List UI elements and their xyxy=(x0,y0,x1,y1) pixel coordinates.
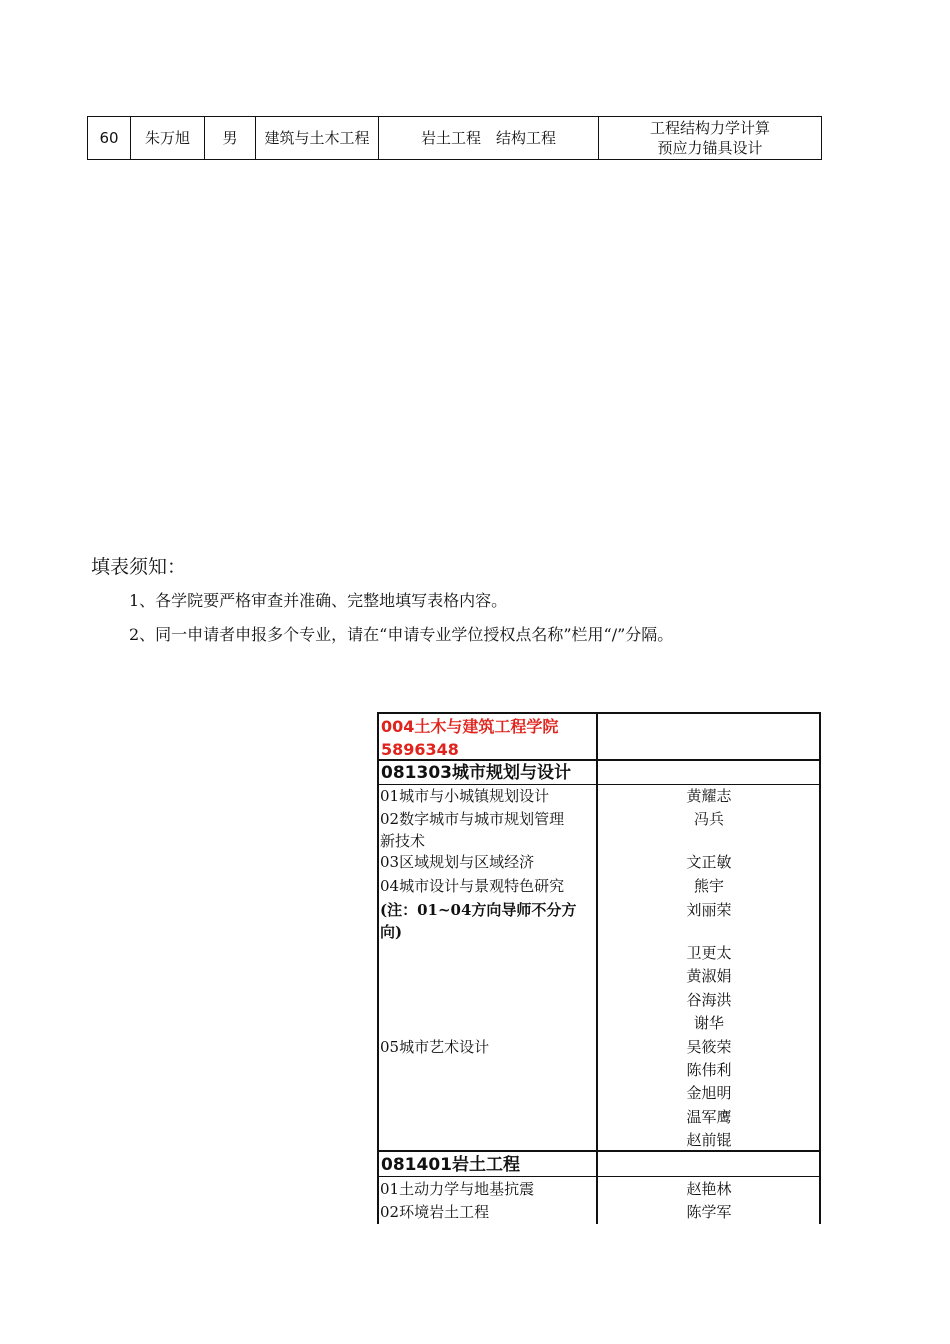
direction-item: 新技术 xyxy=(380,832,426,850)
major-title: 081401岩土工程 xyxy=(381,1155,520,1175)
tutor-name: 陈伟利 xyxy=(686,1061,732,1079)
tutor-name: 冯兵 xyxy=(693,810,724,828)
direction-note: (注：01~04方向导师不分方 xyxy=(380,901,577,919)
tutor-name: 温军鹰 xyxy=(686,1108,732,1126)
research-line: 预应力锚具设计 xyxy=(657,139,763,157)
discipline-cell: 岩土工程 结构工程 xyxy=(379,117,599,160)
direction-item: 02环境岩土工程 xyxy=(380,1203,490,1221)
tutor-name: 刘丽荣 xyxy=(686,901,732,919)
direction-note: 向) xyxy=(380,923,403,941)
tutor-name: 文正敏 xyxy=(686,853,732,871)
tutor-name: 陈学军 xyxy=(686,1203,732,1221)
direction-item: 03区域规划与区域经济 xyxy=(380,853,535,871)
tutor-name: 吴筱荣 xyxy=(686,1038,732,1056)
note-item: 2、同一申请者申报多个专业，请在“申请专业学位授权点名称”栏用“/”分隔。 xyxy=(129,625,674,644)
tutor-name: 熊宇 xyxy=(693,877,724,895)
direction-item: 04城市设计与景观特色研究 xyxy=(380,877,565,895)
direction-item: 01土动力学与地基抗震 xyxy=(380,1180,535,1198)
tutor-name: 赵前锟 xyxy=(686,1131,732,1149)
tutor-name: 黄淑娟 xyxy=(686,967,732,985)
direction-item: 02数字城市与城市规划管理 xyxy=(380,810,565,828)
row-number-cell: 60 xyxy=(88,117,131,160)
degree-field-cell: 建筑与土木工程 xyxy=(256,117,379,160)
note-item: 1、各学院要严格审查并准确、完整地填写表格内容。 xyxy=(129,591,508,610)
name-cell: 朱万旭 xyxy=(131,117,205,160)
tutor-name: 赵艳林 xyxy=(686,1180,732,1198)
school-phone: 5896348 xyxy=(381,740,459,759)
direction-item: 01城市与小城镇规划设计 xyxy=(380,787,550,805)
school-name: 004土木与建筑工程学院 xyxy=(381,717,559,736)
gender-cell: 男 xyxy=(205,117,256,160)
table-row xyxy=(88,117,822,160)
program-table xyxy=(377,712,821,1224)
tutor-name: 金旭明 xyxy=(686,1084,732,1102)
tutor-name: 谷海洪 xyxy=(686,991,732,1009)
tutor-name: 黄耀志 xyxy=(686,787,732,805)
major-title: 081303城市规划与设计 xyxy=(381,763,571,783)
school-header xyxy=(381,715,558,761)
research-cell xyxy=(599,117,822,160)
notes-title: 填表须知： xyxy=(91,556,187,578)
column-divider xyxy=(596,712,598,1224)
direction-item: 05城市艺术设计 xyxy=(380,1038,490,1056)
row-divider xyxy=(377,1176,821,1177)
research-line: 工程结构力学计算 xyxy=(649,119,770,137)
tutor-name: 谢华 xyxy=(693,1014,724,1032)
applicant-table xyxy=(87,116,822,160)
tutor-name: 卫更太 xyxy=(686,944,732,962)
